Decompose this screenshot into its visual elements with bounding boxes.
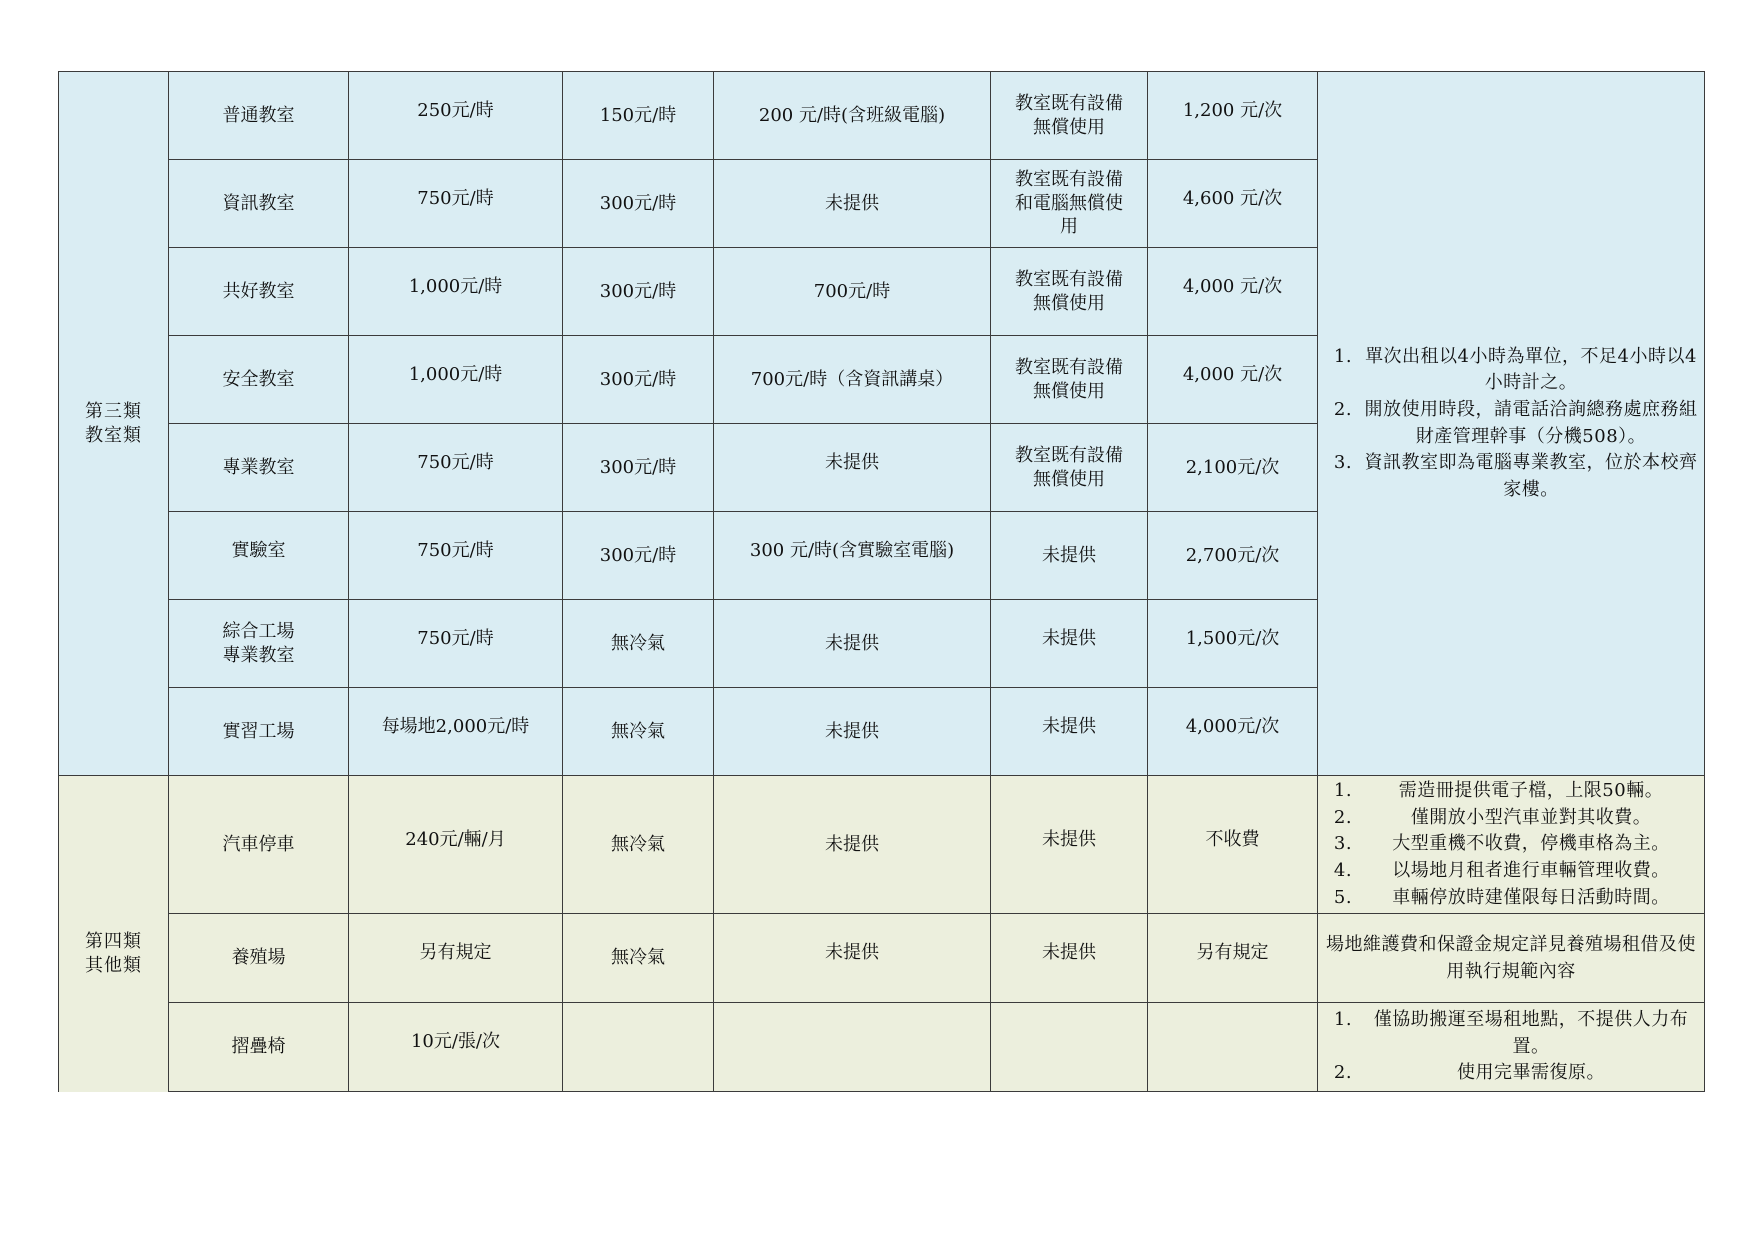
rental-rate: 750元/時 (349, 512, 563, 600)
rental-rate: 750元/時 (349, 160, 563, 248)
equipment-fee: 未提供 (714, 914, 991, 1003)
deposit (1148, 1003, 1318, 1092)
deposit: 4,000元/次 (1148, 688, 1318, 776)
facility-usage (991, 1003, 1148, 1092)
aircon-fee (563, 1003, 714, 1092)
aircon-fee: 300元/時 (563, 248, 714, 336)
venue-name: 綜合工場 專業教室 (169, 600, 349, 688)
venue-name: 摺疊椅 (169, 1003, 349, 1092)
list-item: 3. 資訊教室即為電腦專業教室，位於本校齊家樓。 (1333, 452, 1698, 500)
venue-name: 汽車停車 (169, 776, 349, 914)
deposit: 2,700元/次 (1148, 512, 1318, 600)
aircon-fee: 無冷氣 (563, 914, 714, 1003)
folding-chair-notes (1318, 1003, 1705, 1092)
facility-usage: 未提供 (991, 914, 1148, 1003)
equipment-fee: 700元/時（含資訊講桌） (714, 336, 991, 424)
deposit: 1,200 元/次 (1148, 72, 1318, 160)
aircon-fee: 300元/時 (563, 424, 714, 512)
list-item: 1. 需造冊提供電子檔，上限50輛。 (1333, 780, 1664, 801)
deposit: 4,000 元/次 (1148, 248, 1318, 336)
deposit: 另有規定 (1148, 914, 1318, 1003)
deposit: 1,500元/次 (1148, 600, 1318, 688)
rental-rate: 1,000元/時 (349, 248, 563, 336)
rental-rate: 1,000元/時 (349, 336, 563, 424)
rental-rate: 另有規定 (349, 914, 563, 1003)
fee-table (58, 71, 1705, 1092)
table-row (59, 776, 1705, 914)
venue-name: 實習工場 (169, 688, 349, 776)
aircon-fee: 無冷氣 (563, 600, 714, 688)
aircon-fee: 300元/時 (563, 336, 714, 424)
facility-usage: 教室既有設備 無償使用 (991, 424, 1148, 512)
venue-name: 普通教室 (169, 72, 349, 160)
facility-usage: 未提供 (991, 776, 1148, 914)
equipment-fee: 未提供 (714, 424, 991, 512)
deposit: 4,000 元/次 (1148, 336, 1318, 424)
equipment-fee: 未提供 (714, 160, 991, 248)
category-label: 第四類 其他類 (59, 776, 169, 1092)
rental-rate: 10元/張/次 (349, 1003, 563, 1092)
list-item: 4. 以場地月租者進行車輛管理收費。 (1333, 859, 1670, 881)
equipment-fee: 未提供 (714, 688, 991, 776)
venue-name: 專業教室 (169, 424, 349, 512)
rental-rate: 250元/時 (349, 72, 563, 160)
deposit: 2,100元/次 (1148, 424, 1318, 512)
rental-rate: 每場地2,000元/時 (349, 688, 563, 776)
category-label: 第三類 教室類 (59, 72, 169, 776)
venue-name: 實驗室 (169, 512, 349, 600)
venue-name: 資訊教室 (169, 160, 349, 248)
aircon-fee: 150元/時 (563, 72, 714, 160)
facility-usage: 教室既有設備 無償使用 (991, 72, 1148, 160)
aircon-fee: 無冷氣 (563, 776, 714, 914)
list-item: 1. 單次出租以4小時為單位，不足4小時以4小時計之。 (1333, 345, 1697, 394)
list-item: 5. 車輛停放時建僅限每日活動時間。 (1333, 886, 1670, 908)
aircon-fee: 300元/時 (563, 160, 714, 248)
facility-usage: 教室既有設備 無償使用 (991, 248, 1148, 336)
aircon-fee: 300元/時 (563, 512, 714, 600)
equipment-fee: 700元/時 (714, 248, 991, 336)
list-item: 3. 大型重機不收費，停機車格為主。 (1333, 833, 1670, 855)
aircon-fee: 無冷氣 (563, 688, 714, 776)
list-item: 2. 開放使用時段，請電話洽詢總務處庶務組財產管理幹事（分機508）。 (1333, 398, 1698, 447)
list-item: 2. 使用完畢需復原。 (1333, 1062, 1605, 1084)
venue-name: 共好教室 (169, 248, 349, 336)
equipment-fee: 未提供 (714, 600, 991, 688)
table-row (59, 914, 1705, 1003)
equipment-fee: 未提供 (714, 776, 991, 914)
rental-rate: 750元/時 (349, 600, 563, 688)
rental-rate: 750元/時 (349, 424, 563, 512)
facility-usage: 教室既有設備 和電腦無償使 用 (991, 160, 1148, 248)
list-item: 1. 僅協助搬運至場租地點，不提供人力布置。 (1333, 1009, 1689, 1057)
equipment-fee: 200 元/時(含班級電腦) (714, 72, 991, 160)
list-item: 2. 僅開放小型汽車並對其收費。 (1333, 806, 1652, 828)
facility-usage: 未提供 (991, 600, 1148, 688)
rental-rate: 240元/輛/月 (349, 776, 563, 914)
venue-name: 安全教室 (169, 336, 349, 424)
deposit: 不收費 (1148, 776, 1318, 914)
table-row (59, 72, 1705, 160)
parking-notes (1318, 776, 1705, 914)
fish-farm-note: 場地維護費和保證金規定詳見養殖場租借及使用執行規範內容 (1318, 914, 1705, 1003)
category3-notes (1318, 72, 1705, 776)
equipment-fee (714, 1003, 991, 1092)
facility-usage: 未提供 (991, 688, 1148, 776)
facility-usage: 未提供 (991, 512, 1148, 600)
table-row (59, 1003, 1705, 1092)
facility-usage: 教室既有設備 無償使用 (991, 336, 1148, 424)
equipment-fee: 300 元/時(含實驗室電腦) (714, 512, 991, 600)
deposit: 4,600 元/次 (1148, 160, 1318, 248)
venue-name: 養殖場 (169, 914, 349, 1003)
fee-table-page (58, 71, 1704, 1092)
